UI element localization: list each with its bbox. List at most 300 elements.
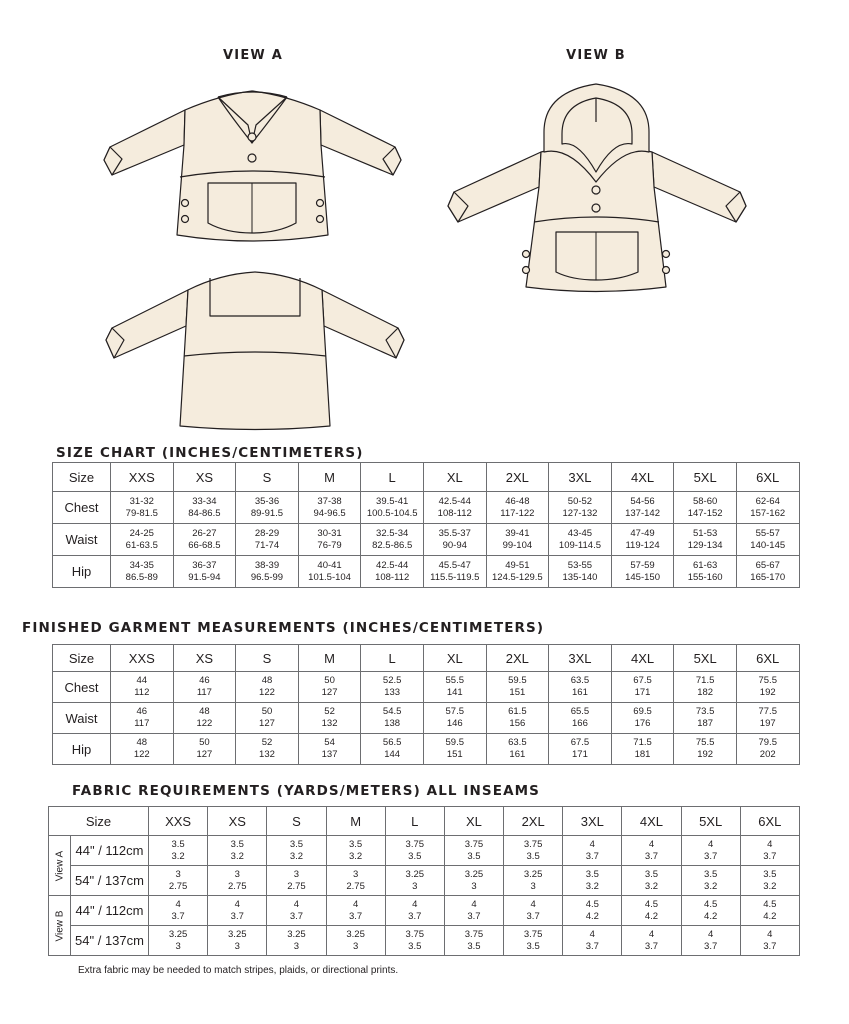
fabric-width-label: 44" / 112cm xyxy=(71,896,149,926)
measurement-cell xyxy=(486,556,549,588)
value-inches: 50 xyxy=(324,675,335,686)
value-meters: 3.7 xyxy=(585,850,599,862)
value-meters: 3.5 xyxy=(467,850,481,862)
fabric-cell xyxy=(326,896,385,926)
table-row xyxy=(53,556,800,588)
value-centimeters: 141 xyxy=(446,687,463,698)
value-centimeters: 147-152 xyxy=(687,507,723,519)
value-inches: 77.5 xyxy=(758,706,777,717)
value-centimeters: 108-112 xyxy=(437,507,472,519)
value-centimeters: 161 xyxy=(509,749,526,760)
fabric-cell xyxy=(385,836,444,866)
measurement-label: Waist xyxy=(53,524,111,556)
fabric-cell xyxy=(622,926,681,956)
value-centimeters: 112 xyxy=(134,687,150,698)
value-inches: 54 xyxy=(324,737,335,748)
value-centimeters: 192 xyxy=(759,687,776,698)
value-yards: 4.5 xyxy=(585,898,599,910)
table-row xyxy=(53,492,800,524)
value-centimeters: 117-122 xyxy=(500,507,535,519)
measurement-cell xyxy=(111,524,174,556)
value-inches: 48 xyxy=(261,675,273,686)
value-inches: 35.5-37 xyxy=(438,527,471,539)
fabric-cell xyxy=(149,896,208,926)
size-header-cell: XL xyxy=(423,463,486,492)
value-meters: 2.75 xyxy=(168,880,188,892)
value-centimeters: 127 xyxy=(259,718,275,729)
measurement-cell xyxy=(423,556,486,588)
value-yards: 4 xyxy=(293,898,300,910)
value-meters: 3 xyxy=(412,880,418,892)
value-centimeters: 192 xyxy=(697,749,714,760)
value-centimeters: 135-140 xyxy=(562,571,598,583)
finished-header-row xyxy=(53,645,800,672)
measurement-cell xyxy=(674,734,737,765)
fabric-cell xyxy=(563,836,622,866)
value-meters: 2.75 xyxy=(228,880,247,892)
value-centimeters: 137 xyxy=(321,749,338,760)
fabric-header-row xyxy=(49,807,800,836)
size-header-cell: XXS xyxy=(111,463,174,492)
value-meters: 2.75 xyxy=(287,880,306,892)
value-yards: 4 xyxy=(234,898,240,910)
measurement-cell xyxy=(736,556,799,588)
measurement-cell xyxy=(361,556,424,588)
value-centimeters: 166 xyxy=(572,718,588,729)
value-inches: 61.5 xyxy=(508,706,527,717)
value-yards: 3 xyxy=(293,868,300,880)
value-inches: 46 xyxy=(199,675,210,686)
fabric-cell xyxy=(563,866,622,896)
measurement-cell xyxy=(549,492,612,524)
measurement-label: Chest xyxy=(53,492,111,524)
value-yards: 3.25 xyxy=(523,868,543,880)
value-yards: 3.75 xyxy=(405,928,425,940)
value-meters: 4.2 xyxy=(585,910,599,922)
value-inches: 54-56 xyxy=(630,495,655,507)
fabric-cell xyxy=(326,866,385,896)
measurement-cell xyxy=(549,524,612,556)
value-yards: 4 xyxy=(648,928,655,940)
value-centimeters: 140-145 xyxy=(750,539,786,551)
value-meters: 4.2 xyxy=(704,910,718,922)
fabric-cell xyxy=(326,836,385,866)
size-chart-title: SIZE CHART (INCHES/CENTIMETERS) xyxy=(56,445,364,461)
value-meters: 3 xyxy=(352,940,359,952)
measurement-cell xyxy=(298,524,361,556)
value-centimeters: 146 xyxy=(446,718,463,729)
measurement-label: Chest xyxy=(53,672,111,703)
value-centimeters: 61-63.5 xyxy=(125,539,158,551)
fabric-cell xyxy=(444,896,503,926)
measurement-cell xyxy=(236,672,299,703)
value-meters: 3.5 xyxy=(408,850,422,862)
size-column-label: Size xyxy=(53,645,111,672)
measurement-cell xyxy=(674,524,737,556)
view-b-front-illustration xyxy=(444,82,754,297)
table-row xyxy=(49,896,800,926)
value-centimeters: 119-124 xyxy=(625,539,660,551)
measurement-cell xyxy=(361,734,424,765)
value-meters: 3.2 xyxy=(704,880,718,892)
measurement-cell xyxy=(486,703,549,734)
fabric-cell xyxy=(444,866,503,896)
measurement-cell xyxy=(298,703,361,734)
value-meters: 3.2 xyxy=(349,850,363,862)
value-inches: 69.5 xyxy=(633,706,652,717)
value-inches: 61-63 xyxy=(692,559,718,571)
size-header-cell: 6XL xyxy=(736,645,799,672)
measurement-cell xyxy=(423,492,486,524)
value-inches: 67.5 xyxy=(633,675,652,686)
fabric-cell xyxy=(563,896,622,926)
value-yards: 3.25 xyxy=(228,928,247,940)
value-centimeters: 129-134 xyxy=(687,539,723,551)
measurement-cell xyxy=(236,734,299,765)
value-yards: 4.5 xyxy=(704,898,718,910)
value-meters: 3.2 xyxy=(763,880,777,892)
measurement-cell xyxy=(111,672,174,703)
size-header-cell: 4XL xyxy=(611,645,674,672)
table-row xyxy=(53,524,800,556)
measurement-cell xyxy=(611,703,674,734)
value-meters: 3.5 xyxy=(526,940,540,952)
fabric-cell xyxy=(681,896,740,926)
measurement-cell xyxy=(236,556,299,588)
value-centimeters: 127-132 xyxy=(562,507,598,519)
fabric-cell xyxy=(504,926,563,956)
measurement-cell xyxy=(736,492,799,524)
value-inches: 48 xyxy=(199,706,210,717)
value-centimeters: 182 xyxy=(697,687,714,698)
size-header-cell: XXS xyxy=(111,645,174,672)
value-yards: 3.5 xyxy=(289,838,304,850)
value-meters: 3.7 xyxy=(349,910,363,922)
measurement-cell xyxy=(111,703,174,734)
measurement-label: Hip xyxy=(53,734,111,765)
measurement-cell xyxy=(298,492,361,524)
value-yards: 4 xyxy=(767,838,773,850)
value-centimeters: 127 xyxy=(321,687,338,698)
value-centimeters: 122 xyxy=(196,718,213,729)
fabric-cell xyxy=(326,926,385,956)
value-yards: 4 xyxy=(589,928,595,940)
value-meters: 3.2 xyxy=(230,850,244,862)
table-row xyxy=(53,734,800,765)
measurement-cell xyxy=(423,734,486,765)
size-column-label: Size xyxy=(49,807,149,836)
size-header-cell: 6XL xyxy=(740,807,799,836)
measurement-cell xyxy=(361,524,424,556)
value-inches: 39.5-41 xyxy=(376,495,409,507)
value-yards: 4 xyxy=(175,898,181,910)
value-yards: 3.5 xyxy=(585,868,599,880)
value-centimeters: 124.5-129.5 xyxy=(492,571,543,583)
value-yards: 3 xyxy=(352,868,359,880)
value-inches: 63.5 xyxy=(570,675,590,686)
measurement-cell xyxy=(674,556,737,588)
view-a-front-illustration xyxy=(100,85,405,245)
measurement-cell xyxy=(736,734,799,765)
measurement-cell xyxy=(361,703,424,734)
value-meters: 3.7 xyxy=(585,940,599,952)
fabric-cell xyxy=(149,836,208,866)
value-centimeters: 122 xyxy=(133,749,150,760)
view-group-label: View A xyxy=(54,850,65,881)
size-header-cell: L xyxy=(361,463,424,492)
table-row xyxy=(53,672,800,703)
size-chart-table xyxy=(52,462,800,588)
value-meters: 4.2 xyxy=(763,910,777,922)
fabric-cell xyxy=(267,896,326,926)
view-a-back-illustration xyxy=(100,268,410,433)
fabric-cell xyxy=(563,926,622,956)
value-centimeters: 115.5-119.5 xyxy=(430,571,480,583)
table-row xyxy=(53,703,800,734)
finished-measurements-title: FINISHED GARMENT MEASUREMENTS (INCHES/CENTIMETERS) xyxy=(22,620,545,636)
value-inches: 36-37 xyxy=(192,559,217,571)
measurement-cell xyxy=(611,734,674,765)
value-centimeters: 127 xyxy=(196,749,213,760)
measurement-cell xyxy=(423,524,486,556)
fabric-cell xyxy=(681,866,740,896)
size-header-cell: S xyxy=(236,645,299,672)
view-group-cell xyxy=(49,836,71,896)
value-inches: 51-53 xyxy=(692,527,718,539)
fabric-cell xyxy=(444,926,503,956)
fabric-cell xyxy=(385,926,444,956)
size-header-cell: 5XL xyxy=(681,807,740,836)
value-yards: 4.5 xyxy=(763,898,777,910)
table-row xyxy=(49,926,800,956)
size-header-cell: M xyxy=(298,463,361,492)
size-header-cell: 2XL xyxy=(486,463,549,492)
fabric-width-label: 44" / 112cm xyxy=(71,836,149,866)
value-inches: 42.5-44 xyxy=(438,495,471,507)
value-inches: 65.5 xyxy=(570,706,590,717)
value-centimeters: 82.5-86.5 xyxy=(372,539,413,551)
value-inches: 71.5 xyxy=(633,737,652,748)
fabric-width-label: 54" / 137cm xyxy=(71,926,149,956)
value-inches: 52 xyxy=(324,706,335,717)
value-centimeters: 101.5-104 xyxy=(308,571,351,583)
value-meters: 3.2 xyxy=(644,880,659,892)
value-centimeters: 132 xyxy=(259,749,275,760)
value-inches: 35-36 xyxy=(254,495,280,507)
value-yards: 3.75 xyxy=(464,928,484,940)
value-centimeters: 161 xyxy=(572,687,588,698)
value-inches: 50 xyxy=(199,737,210,748)
value-meters: 3.7 xyxy=(526,910,540,922)
size-header-cell: XL xyxy=(423,645,486,672)
value-yards: 4.5 xyxy=(644,898,659,910)
value-inches: 46-48 xyxy=(505,495,530,507)
value-centimeters: 109-114.5 xyxy=(558,539,601,551)
value-meters: 3.5 xyxy=(526,850,540,862)
size-header-cell: XS xyxy=(173,463,236,492)
value-centimeters: 144 xyxy=(384,749,401,760)
measurement-cell xyxy=(236,492,299,524)
fabric-cell xyxy=(208,866,267,896)
size-header-cell: L xyxy=(385,807,444,836)
value-centimeters: 99-104 xyxy=(502,539,533,551)
value-centimeters: 187 xyxy=(697,718,714,729)
value-meters: 3.7 xyxy=(704,850,718,862)
fabric-cell xyxy=(149,926,208,956)
value-centimeters: 155-160 xyxy=(687,571,723,583)
fabric-cell xyxy=(267,926,326,956)
fabric-cell xyxy=(740,896,799,926)
fabric-cell xyxy=(622,866,681,896)
finished-measurements-table xyxy=(52,644,800,765)
value-centimeters: 165-170 xyxy=(750,571,786,583)
size-header-cell: 3XL xyxy=(549,645,612,672)
value-centimeters: 145-150 xyxy=(625,571,660,583)
measurement-cell xyxy=(361,492,424,524)
value-centimeters: 76-79 xyxy=(317,539,342,551)
view-group-label: View B xyxy=(54,910,65,941)
value-meters: 3.2 xyxy=(585,880,599,892)
value-meters: 3 xyxy=(530,880,536,892)
value-inches: 57.5 xyxy=(445,706,465,717)
measurement-cell xyxy=(549,672,612,703)
value-yards: 3 xyxy=(234,868,240,880)
value-meters: 3.7 xyxy=(171,910,185,922)
value-centimeters: 94-96.5 xyxy=(313,507,346,519)
value-centimeters: 202 xyxy=(759,749,776,760)
size-header-cell: L xyxy=(361,645,424,672)
value-inches: 31-32 xyxy=(129,495,154,507)
size-header-cell: 3XL xyxy=(563,807,622,836)
value-yards: 3.25 xyxy=(168,928,188,940)
table-row xyxy=(49,836,800,866)
fabric-cell xyxy=(681,926,740,956)
size-header-cell: 3XL xyxy=(549,463,612,492)
value-yards: 3.75 xyxy=(523,928,543,940)
value-centimeters: 156 xyxy=(509,718,526,729)
value-inches: 43-45 xyxy=(567,527,593,539)
value-inches: 32.5-34 xyxy=(376,527,409,539)
value-yards: 3.5 xyxy=(704,868,718,880)
fabric-cell xyxy=(267,866,326,896)
measurement-cell xyxy=(173,672,236,703)
measurement-cell xyxy=(423,672,486,703)
measurement-cell xyxy=(361,672,424,703)
value-centimeters: 71-74 xyxy=(254,539,280,551)
value-meters: 3.7 xyxy=(408,910,422,922)
value-inches: 57-59 xyxy=(630,559,655,571)
value-centimeters: 171 xyxy=(572,749,588,760)
value-inches: 38-39 xyxy=(254,559,280,571)
value-inches: 58-60 xyxy=(692,495,718,507)
value-inches: 49-51 xyxy=(505,559,530,571)
value-inches: 55.5 xyxy=(445,675,465,686)
value-inches: 79.5 xyxy=(758,737,777,748)
fabric-requirements-table xyxy=(48,806,800,956)
value-meters: 3.5 xyxy=(408,940,422,952)
measurement-cell xyxy=(736,703,799,734)
value-inches: 59.5 xyxy=(508,675,527,686)
fabric-cell xyxy=(622,896,681,926)
measurement-cell xyxy=(611,524,674,556)
value-inches: 59.5 xyxy=(445,737,465,748)
size-header-cell: S xyxy=(236,463,299,492)
size-header-cell: 2XL xyxy=(486,645,549,672)
value-meters: 4.2 xyxy=(644,910,659,922)
measurement-cell xyxy=(298,556,361,588)
value-inches: 52.5 xyxy=(382,675,402,686)
value-centimeters: 86.5-89 xyxy=(125,571,158,583)
value-yards: 4 xyxy=(589,838,595,850)
measurement-cell xyxy=(236,703,299,734)
value-inches: 40-41 xyxy=(317,559,342,571)
value-inches: 56.5 xyxy=(382,737,402,748)
value-meters: 3 xyxy=(234,940,240,952)
value-meters: 3 xyxy=(293,940,300,952)
value-yards: 3.5 xyxy=(230,838,244,850)
measurement-cell xyxy=(111,492,174,524)
value-centimeters: 133 xyxy=(384,687,401,698)
value-inches: 45.5-47 xyxy=(438,559,471,571)
value-meters: 3.7 xyxy=(467,910,481,922)
value-centimeters: 100.5-104.5 xyxy=(366,507,418,519)
size-header-row xyxy=(53,463,800,492)
value-yards: 3.5 xyxy=(171,838,185,850)
value-yards: 3.75 xyxy=(523,838,543,850)
measurement-cell xyxy=(549,556,612,588)
measurement-cell xyxy=(298,734,361,765)
fabric-cell xyxy=(444,836,503,866)
measurement-cell xyxy=(486,672,549,703)
value-meters: 3 xyxy=(471,880,477,892)
value-yards: 3.5 xyxy=(644,868,659,880)
value-inches: 65-67 xyxy=(755,559,780,571)
value-meters: 3.7 xyxy=(289,910,304,922)
value-inches: 50-52 xyxy=(567,495,593,507)
fabric-cell xyxy=(740,866,799,896)
value-inches: 44 xyxy=(136,675,148,686)
fabric-cell xyxy=(385,896,444,926)
value-inches: 52 xyxy=(261,737,273,748)
measurement-cell xyxy=(611,492,674,524)
measurement-cell xyxy=(611,672,674,703)
value-centimeters: 84-86.5 xyxy=(188,507,221,519)
measurement-cell xyxy=(611,556,674,588)
value-meters: 3.7 xyxy=(704,940,718,952)
size-header-cell: 4XL xyxy=(611,463,674,492)
view-a-label: VIEW A xyxy=(223,48,283,63)
fabric-footnote: Extra fabric may be needed to match stripes, plaids, or directional prints. xyxy=(78,965,399,976)
fabric-requirements-title: FABRIC REQUIREMENTS (YARDS/METERS) ALL INSEAMS xyxy=(72,783,540,799)
value-inches: 50 xyxy=(261,706,273,717)
value-centimeters: 197 xyxy=(759,718,776,729)
measurement-cell xyxy=(736,524,799,556)
size-header-cell: XXS xyxy=(149,807,208,836)
value-centimeters: 157-162 xyxy=(750,507,786,519)
value-centimeters: 176 xyxy=(634,718,651,729)
view-b-label: VIEW B xyxy=(566,48,626,63)
fabric-cell xyxy=(740,836,799,866)
value-meters: 3.7 xyxy=(763,940,777,952)
measurement-label: Waist xyxy=(53,703,111,734)
value-meters: 3.2 xyxy=(289,850,304,862)
value-inches: 63.5 xyxy=(508,737,527,748)
value-centimeters: 171 xyxy=(634,687,651,698)
value-inches: 54.5 xyxy=(382,706,402,717)
value-centimeters: 79-81.5 xyxy=(125,507,158,519)
value-centimeters: 138 xyxy=(384,718,401,729)
size-header-cell: XL xyxy=(444,807,503,836)
